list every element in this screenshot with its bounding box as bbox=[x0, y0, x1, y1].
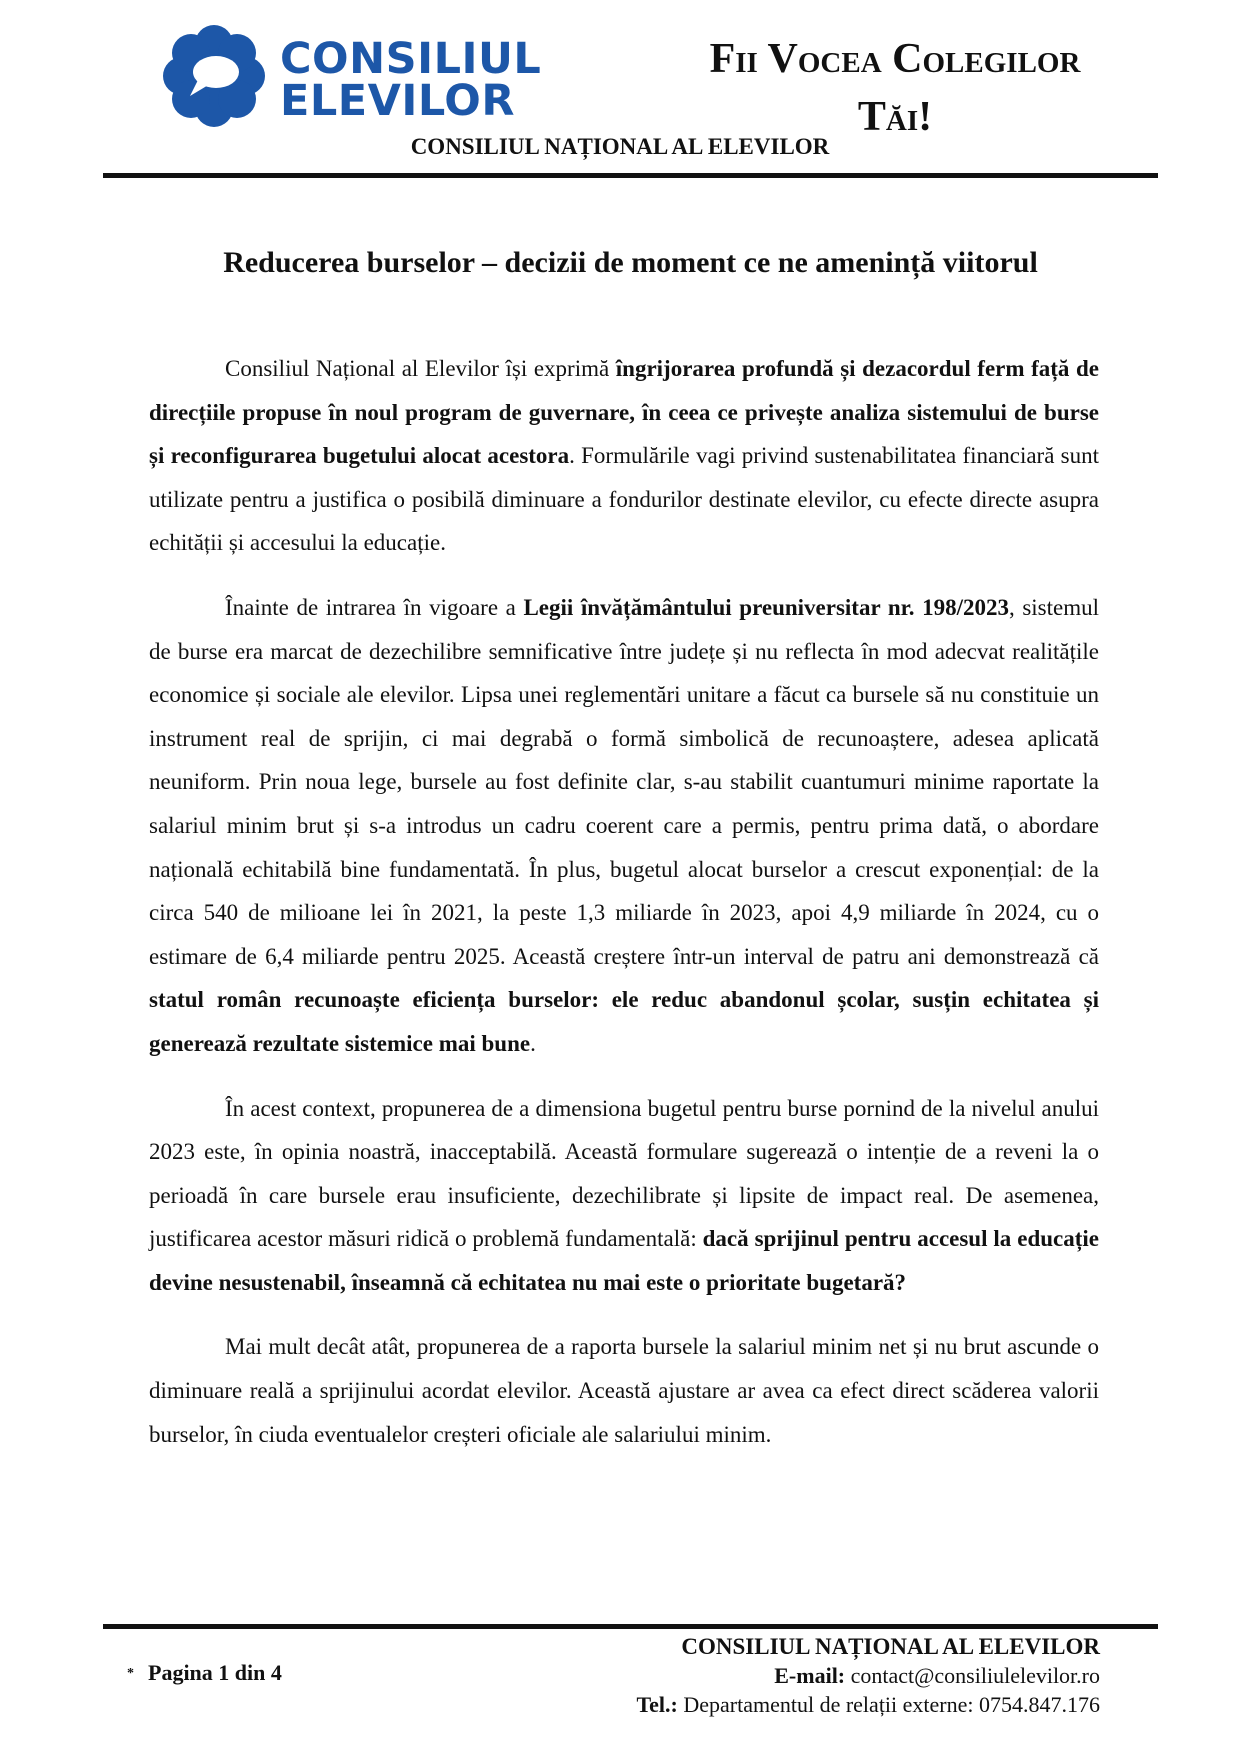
page-number: Pagina 1 din 4 bbox=[148, 1660, 282, 1685]
logo-line-2: ELEVILOR bbox=[280, 76, 515, 126]
footer-organization: CONSILIUL NAȚIONAL AL ELEVILOR bbox=[681, 1634, 1100, 1659]
header-divider bbox=[103, 173, 1158, 178]
logo-text bbox=[280, 34, 542, 126]
paragraph-4 bbox=[149, 1325, 1099, 1456]
document-body bbox=[149, 347, 1099, 1477]
email-link[interactable]: contact@consiliulelevilor.ro bbox=[850, 1663, 1100, 1688]
slogan-line-2: Tăi! bbox=[857, 94, 933, 140]
paragraph-segment-bold: statul român recunoaște eficiența burselor: ele reduc abandonul școlar, susțin echitatea și generează rezultate sistemice mai bune bbox=[149, 987, 1099, 1056]
paragraph-segment: . bbox=[530, 1030, 536, 1056]
footer-email-line bbox=[460, 1661, 1100, 1690]
document-title: Reducerea burselor – decizii de moment ce ne amenință viitorul bbox=[223, 246, 1038, 279]
paragraph-segment-bold: Legii învățământului preuniversitar nr. 198/2023 bbox=[523, 594, 1009, 620]
paragraph-segment: În acest context, propunerea de a dimensiona bugetul pentru burse pornind de la nivelul anului 2023 este, în opinia noastră, inacceptabilă. Această formulare sugerează o intenție de a reveni la o perioadă în care bursele erau insuficiente, dezechilibrate și lipsite de impact real. De asemenea, justificarea acestor măsuri ridică o problemă fundamentală: bbox=[149, 1095, 1099, 1252]
phone-label: Tel.: bbox=[636, 1692, 678, 1717]
paragraph-segment: Consiliul Național al Elevilor își exprimă bbox=[225, 356, 616, 381]
paragraph-2 bbox=[149, 586, 1099, 1066]
footer-phone-line bbox=[460, 1690, 1100, 1719]
footer-contact bbox=[460, 1632, 1100, 1719]
paragraph-segment: Mai mult decât atât, propunerea de a raporta bursele la salariul minim net și nu brut ascunde o diminuare reală a sprijinului acordat elevilor. Această ajustare ar avea ca efect direct scăderea valorii burselor, în ciuda eventualelor creșteri oficiale ale salariului minim. bbox=[149, 1334, 1099, 1447]
slogan bbox=[660, 30, 1130, 146]
footnote-mark: * bbox=[127, 1666, 134, 1681]
paragraph-3 bbox=[149, 1087, 1099, 1305]
paragraph-segment-bold: dacă sprijinul pentru accesul la educație devine nesustenabil, înseamnă că echitatea nu mai este o prioritate bugetară? bbox=[149, 1226, 1099, 1295]
paragraph-segment: , sistemul de burse era marcat de dezechilibre semnificative între județe și nu reflecta în mod adecvat realitățile economice și sociale ale elevilor. Lipsa unei reglementări unitare a făcut ca bursele să nu constituie un instrument real de sprijin, ci mai degrabă o formă simbolică de recunoaștere, adesea aplicată neuniform. Prin noua lege, bursele au fost definite clar, s-au stabilit cuantumuri minime raportate la salariul minim brut și s-a introdus un cadru coerent care a permis, pentru prima dată, o abordare națională echitabilă bine fundamentată. În plus, bugetul alocat burselor a crescut exponențial: de la circa 540 de milioane lei în 2021, la peste 1,3 miliarde în 2023, apoi 4,9 miliarde în 2024, cu o estimare de 6,4 miliarde pentru 2025. Această creștere într-un interval de patru ani demonstrează că bbox=[149, 594, 1100, 969]
flower-speech-bubble-icon bbox=[158, 24, 270, 128]
paragraph-segment-bold: îngrijorarea profundă și dezacordul ferm față de direcțiile propuse în noul program de guvernare, în ceea ce privește analiza sistemului de burse și reconfigurarea bugetului alocat acestora bbox=[149, 356, 1099, 469]
logo bbox=[158, 20, 542, 130]
paragraph-segment: . Formulările vagi privind sustenabilitatea financiară sunt utilizate pentru a justifica o posibilă diminuare a fondurilor destinate elevilor, cu efecte directe asupra echității și accesului la educație. bbox=[149, 443, 1100, 556]
header-organization: CONSILIUL NAȚIONAL AL ELEVILOR bbox=[410, 134, 830, 159]
phone-value: Departamentul de relații externe: 0754.847.176 bbox=[683, 1692, 1100, 1717]
email-label: E-mail: bbox=[774, 1663, 846, 1688]
slogan-line-1: Fii Vocea Colegilor bbox=[709, 36, 1081, 82]
paragraph-1 bbox=[149, 347, 1099, 565]
footer-divider bbox=[103, 1624, 1158, 1629]
logo-line-1: CONSILIUL bbox=[280, 34, 542, 84]
paragraph-segment: Înainte de intrarea în vigoare a bbox=[225, 594, 524, 620]
